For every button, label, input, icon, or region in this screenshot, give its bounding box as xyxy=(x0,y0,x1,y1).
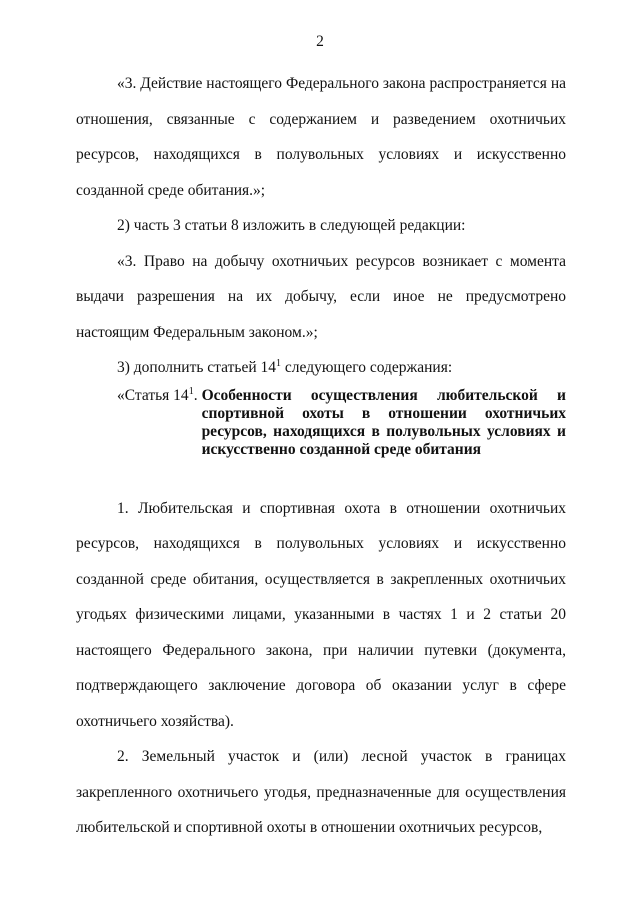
paragraph-item-3 xyxy=(76,350,566,386)
article-label-superscript: 1 xyxy=(188,385,194,397)
article-heading xyxy=(76,387,566,459)
article-label-suffix: . xyxy=(193,386,198,404)
paragraph-quote-3: «3. Действие настоящего Федерального закона распространяется на отношения, связанные с содержанием и разведением охотничьих ресурсов, находящихся в полувольных условиях и искусственно созданной среде обитания.»; xyxy=(76,75,566,199)
page-number: 2 xyxy=(316,33,324,50)
article-label-prefix: «Статья 14 xyxy=(117,386,189,404)
article-label xyxy=(76,387,198,459)
paragraph-clause-2: 2. Земельный участок и (или) лесной участок в границах закрепленного охотничьего угодья, предназначенные для осуществления любительской и спортивной охоты в отношении охотничьих ресурсов, xyxy=(76,748,566,836)
document-body xyxy=(76,66,566,846)
item3-suffix: следующего содержания: xyxy=(281,359,453,376)
paragraph-item-2: 2) часть 3 статьи 8 изложить в следующей редакции: xyxy=(117,217,466,234)
paragraph-quote-right: «3. Право на добычу охотничьих ресурсов возникает с момента выдачи разрешения на их добычу, если иное не предусмотрено настоящим Федеральным законом.»; xyxy=(76,252,566,341)
spacer xyxy=(76,459,566,491)
article-title: Особенности осуществления любительской и спортивной охоты в отношении охотничьих ресурсов, находящихся в полувольных условиях и искусственно созданной среде обитания xyxy=(201,386,566,458)
item3-superscript: 1 xyxy=(276,357,282,369)
paragraph-clause-1: 1. Любительская и спортивная охота в отношении охотничьих ресурсов, находящихся в полувольных условиях и искусственно созданной среде обитания, осуществляется в закрепленных охотничьих угодьях физическими лицами, указанными в частях 1 и 2 статьи 20 настоящего Федерального закона, при наличии путевки (документа, подтверждающего заключение договора об оказании услуг в сфере охотничьего хозяйства). xyxy=(76,499,566,730)
item3-prefix: 3) дополнить статьей 14 xyxy=(117,359,277,376)
